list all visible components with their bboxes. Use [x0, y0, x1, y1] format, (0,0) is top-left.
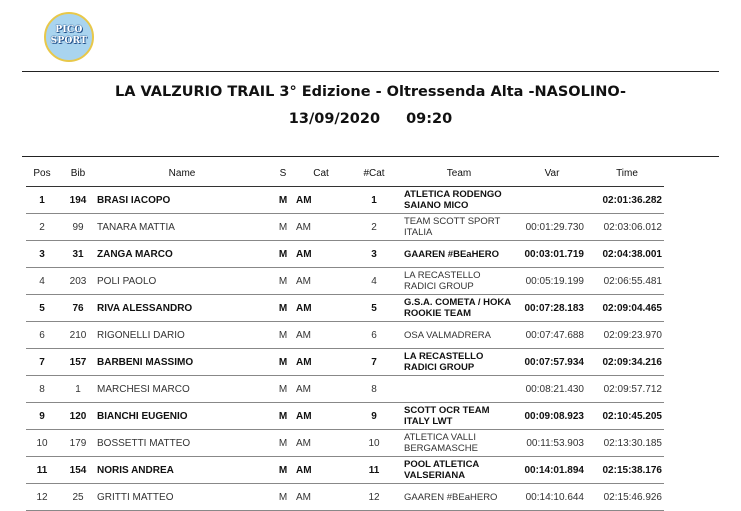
col-pos-header: Pos [33, 168, 51, 179]
name-cell: GRITTI MATTEO [97, 491, 174, 503]
team-cell: OSA VALMADRERA [404, 329, 491, 341]
name-cell: TANARA MATTIA [97, 221, 175, 233]
cat-cell: AM [296, 383, 311, 395]
name-cell: RIVA ALESSANDRO [97, 302, 193, 314]
table-row [26, 241, 664, 268]
table-row [26, 322, 664, 349]
bib-cell: 31 [72, 248, 84, 260]
pos-cell: 10 [36, 437, 48, 449]
sex-cell: M [278, 437, 288, 449]
table-row [26, 457, 664, 484]
cat-cell: AM [296, 329, 311, 341]
time-cell: 02:06:55.481 [603, 275, 662, 287]
cat-cell: AM [296, 464, 312, 476]
catpos-cell: 9 [371, 410, 377, 422]
team-cell: G.S.A. COMETA / HOKA ROOKIE TEAM [404, 297, 511, 319]
var-cell: 00:03:01.719 [524, 248, 584, 260]
pos-cell: 1 [39, 194, 45, 206]
time-cell: 02:04:38.001 [602, 248, 662, 260]
name-cell: POLI PAOLO [97, 275, 157, 287]
table-row [26, 484, 664, 511]
cat-cell: AM [296, 491, 311, 503]
table-row [26, 268, 664, 295]
sex-cell: M [278, 383, 288, 395]
var-cell: 00:05:19.199 [525, 275, 584, 287]
bib-cell: 179 [69, 437, 87, 449]
col-bib-header: Bib [70, 168, 86, 179]
time-cell: 02:03:06.012 [603, 221, 662, 233]
cat-cell: AM [296, 437, 311, 449]
bib-cell: 210 [69, 329, 87, 341]
sex-cell: M [278, 302, 288, 314]
page-title: LA VALZURIO TRAIL 3° Edizione - Oltressenda Alta -NASOLINO- [114, 84, 626, 100]
var-cell: 00:07:28.183 [524, 302, 584, 314]
pos-cell: 11 [36, 464, 48, 476]
name-cell: RIGONELLI DARIO [97, 329, 185, 341]
catpos-cell: 3 [371, 248, 377, 260]
var-cell: 00:08:21.430 [525, 383, 584, 395]
team-cell: LA RECASTELLO RADICI GROUP [404, 351, 484, 373]
time-cell: 02:09:57.712 [603, 383, 662, 395]
table-row [26, 295, 664, 322]
catpos-cell: 8 [371, 383, 377, 395]
var-cell [520, 187, 584, 213]
col-name-header: Name [168, 168, 196, 179]
time-cell: 02:09:23.970 [603, 329, 662, 341]
sex-cell: M [278, 329, 288, 341]
sex-cell: M [278, 248, 288, 260]
time-cell: 02:01:36.282 [602, 194, 662, 206]
name-cell: BRASI IACOPO [97, 194, 171, 206]
table-row [26, 403, 664, 430]
name-cell: ZANGA MARCO [97, 248, 173, 260]
team-cell: ATLETICA RODENGO SAIANO MICO [404, 189, 502, 211]
team-cell: GAAREN #BEaHERO [404, 491, 498, 503]
pos-cell: 6 [39, 329, 45, 341]
catpos-cell: 12 [368, 491, 380, 503]
var-cell: 00:14:01.894 [524, 464, 584, 476]
team-cell: GAAREN #BEaHERO [404, 248, 500, 260]
table-divider [22, 156, 719, 157]
sex-cell: M [278, 275, 288, 287]
col-time-header: Time [616, 168, 638, 179]
cat-cell: AM [296, 356, 312, 368]
results-table [26, 168, 664, 511]
pos-cell: 4 [39, 275, 45, 287]
var-cell: 00:09:08.923 [524, 410, 584, 422]
team-cell: TEAM SCOTT SPORT ITALIA [404, 216, 501, 238]
col-team-header: Team [446, 168, 472, 179]
col-sex-header: S [279, 168, 287, 179]
team-cell: LA RECASTELLO RADICI GROUP [404, 270, 481, 292]
bib-cell: 194 [69, 194, 87, 206]
bib-cell: 154 [69, 464, 87, 476]
sex-cell: M [278, 410, 288, 422]
catpos-cell: 2 [371, 221, 377, 233]
var-cell: 00:11:53.903 [526, 437, 584, 449]
pos-cell: 8 [39, 383, 45, 395]
team-cell [404, 376, 514, 402]
bib-cell: 1 [75, 383, 81, 395]
sex-cell: M [278, 221, 288, 233]
table-row [26, 187, 664, 214]
name-cell: BIANCHI EUGENIO [97, 410, 188, 422]
table-body [26, 187, 664, 511]
time-cell: 02:15:46.926 [603, 491, 662, 503]
event-time: 09:20 [406, 111, 453, 127]
sex-cell: M [278, 356, 288, 368]
pos-cell: 2 [39, 221, 45, 233]
catpos-cell: 1 [371, 194, 377, 206]
time-cell: 02:15:38.176 [602, 464, 662, 476]
event-datetime [0, 111, 741, 127]
sex-cell: M [278, 194, 288, 206]
catpos-cell: 10 [368, 437, 380, 449]
cat-cell: AM [296, 194, 312, 206]
table-row [26, 430, 664, 457]
catpos-cell: 4 [371, 275, 377, 287]
pico-sport-logo [44, 12, 94, 62]
bib-cell: 76 [72, 302, 84, 314]
pos-cell: 7 [39, 356, 45, 368]
cat-cell: AM [296, 275, 311, 287]
catpos-cell: 7 [371, 356, 377, 368]
time-cell: 02:09:04.465 [602, 302, 662, 314]
cat-cell: AM [296, 221, 311, 233]
bib-cell: 157 [69, 356, 87, 368]
catpos-cell: 11 [368, 464, 380, 476]
col-var-header: Var [544, 168, 560, 179]
header-divider [22, 71, 719, 72]
team-cell: ATLETICA VALLI BERGAMASCHE [404, 432, 478, 454]
bib-cell: 203 [69, 275, 87, 287]
col-catpos-header: #Cat [363, 168, 385, 179]
table-header [26, 168, 664, 187]
table-row [26, 214, 664, 241]
sex-cell: M [278, 491, 288, 503]
sex-cell: M [278, 464, 288, 476]
name-cell: MARCHESI MARCO [97, 383, 190, 395]
var-cell: 00:01:29.730 [525, 221, 584, 233]
col-cat-header: Cat [313, 168, 329, 179]
time-cell: 02:10:45.205 [602, 410, 662, 422]
time-cell: 02:13:30.185 [603, 437, 662, 449]
team-cell: SCOTT OCR TEAM ITALY LWT [404, 405, 490, 427]
pos-cell: 12 [36, 491, 48, 503]
bib-cell: 25 [72, 491, 84, 503]
var-cell: 00:07:47.688 [525, 329, 584, 341]
pos-cell: 3 [39, 248, 45, 260]
bib-cell: 120 [69, 410, 87, 422]
logo-text: PICO SPORT [50, 25, 88, 46]
name-cell: BOSSETTI MATTEO [97, 437, 191, 449]
table-row [26, 376, 664, 403]
cat-cell: AM [296, 248, 312, 260]
pos-cell: 9 [39, 410, 45, 422]
catpos-cell: 5 [371, 302, 377, 314]
event-date: 13/09/2020 [288, 111, 381, 127]
var-cell: 00:14:10.644 [525, 491, 584, 503]
name-cell: NORIS ANDREA [97, 464, 174, 476]
cat-cell: AM [296, 410, 312, 422]
bib-cell: 99 [72, 221, 84, 233]
var-cell: 00:07:57.934 [524, 356, 584, 368]
name-cell: BARBENI MASSIMO [97, 356, 194, 368]
catpos-cell: 6 [371, 329, 377, 341]
time-cell: 02:09:34.216 [602, 356, 662, 368]
team-cell: POOL ATLETICA VALSERIANA [404, 459, 479, 481]
cat-cell: AM [296, 302, 312, 314]
pos-cell: 5 [39, 302, 45, 314]
table-row [26, 349, 664, 376]
